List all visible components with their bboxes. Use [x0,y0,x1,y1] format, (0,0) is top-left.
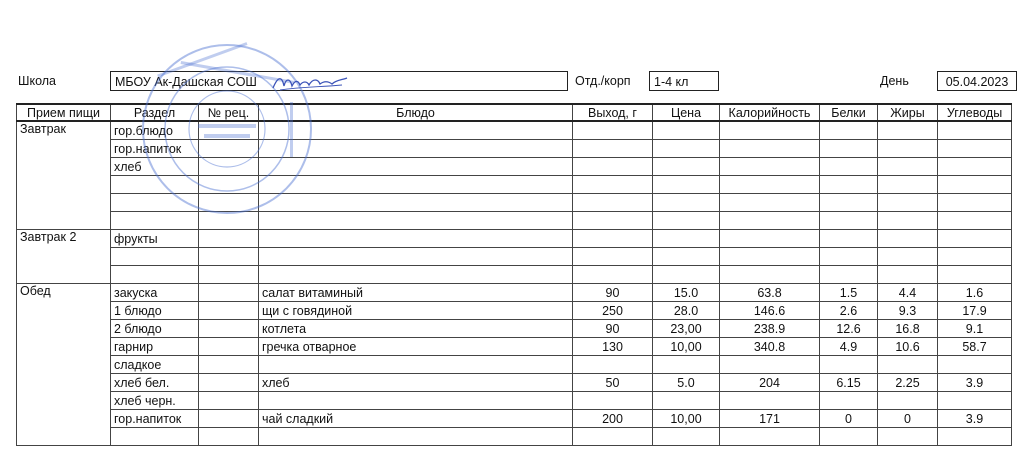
yield-cell: 250 [573,302,653,320]
col-header-section: Раздел [111,104,199,121]
dish-cell [259,392,573,410]
day-field: 05.04.2023 [937,71,1017,91]
section-cell: гор.напиток [111,410,199,428]
dept-field: 1-4 кл [649,71,719,91]
dish-cell: котлета [259,320,573,338]
carbs-cell: 3.9 [938,374,1012,392]
kcal-cell [720,356,820,374]
yield-cell [573,356,653,374]
meal-breakfast: Завтрак [17,121,111,230]
col-header-recipe: № рец. [199,104,259,121]
kcal-cell: 171 [720,410,820,428]
table-row [17,284,1012,302]
price-cell [653,392,720,410]
yield-cell: 130 [573,338,653,356]
table-row [17,230,1012,248]
fat-cell [878,356,938,374]
menu-table [16,103,1012,446]
section-cell: фрукты [111,230,199,248]
section-cell: сладкое [111,356,199,374]
yield-cell [573,392,653,410]
fat-cell [878,392,938,410]
col-header-protein: Белки [820,104,878,121]
kcal-cell: 340.8 [720,338,820,356]
fat-cell: 2.25 [878,374,938,392]
dish-cell: хлеб [259,374,573,392]
dish-cell: чай сладкий [259,410,573,428]
col-header-carbs: Углеводы [938,104,1012,121]
carbs-cell [938,392,1012,410]
price-cell: 10,00 [653,410,720,428]
table-row [17,392,1012,410]
school-label: Школа [18,74,56,88]
price-cell: 10,00 [653,338,720,356]
kcal-cell: 146.6 [720,302,820,320]
col-header-yield: Выход, г [573,104,653,121]
fat-cell: 4.4 [878,284,938,302]
kcal-cell: 238.9 [720,320,820,338]
protein-cell [820,392,878,410]
table-header-row [17,104,1012,121]
dish-cell: щи с говядиной [259,302,573,320]
section-cell: хлеб черн. [111,392,199,410]
table-row [17,140,1012,158]
yield-cell: 50 [573,374,653,392]
table-row [17,338,1012,356]
table-row [17,374,1012,392]
price-cell: 28.0 [653,302,720,320]
dish-cell [259,356,573,374]
meal-breakfast-2: Завтрак 2 [17,230,111,284]
carbs-cell: 1.6 [938,284,1012,302]
col-header-kcal: Калорийность [720,104,820,121]
section-cell: гор.блюдо [111,121,199,140]
section-cell: хлеб [111,158,199,176]
table-row [17,410,1012,428]
yield-cell: 90 [573,284,653,302]
section-cell: 1 блюдо [111,302,199,320]
dept-label: Отд./корп [575,74,631,88]
carbs-cell: 58.7 [938,338,1012,356]
dish-cell: гречка отварное [259,338,573,356]
price-cell [653,356,720,374]
table-row [17,356,1012,374]
protein-cell: 12.6 [820,320,878,338]
protein-cell: 6.15 [820,374,878,392]
yield-cell: 90 [573,320,653,338]
section-cell: закуска [111,284,199,302]
protein-cell: 4.9 [820,338,878,356]
fat-cell: 16.8 [878,320,938,338]
protein-cell: 0 [820,410,878,428]
col-header-dish: Блюдо [259,104,573,121]
dish-cell: салат витаминый [259,284,573,302]
protein-cell: 1.5 [820,284,878,302]
table-row [17,121,1012,140]
section-cell: 2 блюдо [111,320,199,338]
carbs-cell: 3.9 [938,410,1012,428]
protein-cell: 2.6 [820,302,878,320]
school-field: МБОУ Ак-Дашская СОШ [110,71,568,91]
protein-cell [820,356,878,374]
kcal-cell: 204 [720,374,820,392]
fat-cell: 9.3 [878,302,938,320]
section-cell: хлеб бел. [111,374,199,392]
carbs-cell [938,356,1012,374]
table-row [17,302,1012,320]
fat-cell: 10.6 [878,338,938,356]
price-cell: 15.0 [653,284,720,302]
col-header-meal: Прием пищи [17,104,111,121]
table-row [17,158,1012,176]
kcal-cell [720,392,820,410]
kcal-cell: 63.8 [720,284,820,302]
price-cell: 23,00 [653,320,720,338]
table-row [17,320,1012,338]
yield-cell: 200 [573,410,653,428]
price-cell: 5.0 [653,374,720,392]
section-cell: гарнир [111,338,199,356]
meal-lunch: Обед [17,284,111,446]
day-label: День [880,74,909,88]
col-header-fat: Жиры [878,104,938,121]
fat-cell: 0 [878,410,938,428]
col-header-price: Цена [653,104,720,121]
carbs-cell: 9.1 [938,320,1012,338]
carbs-cell: 17.9 [938,302,1012,320]
section-cell: гор.напиток [111,140,199,158]
